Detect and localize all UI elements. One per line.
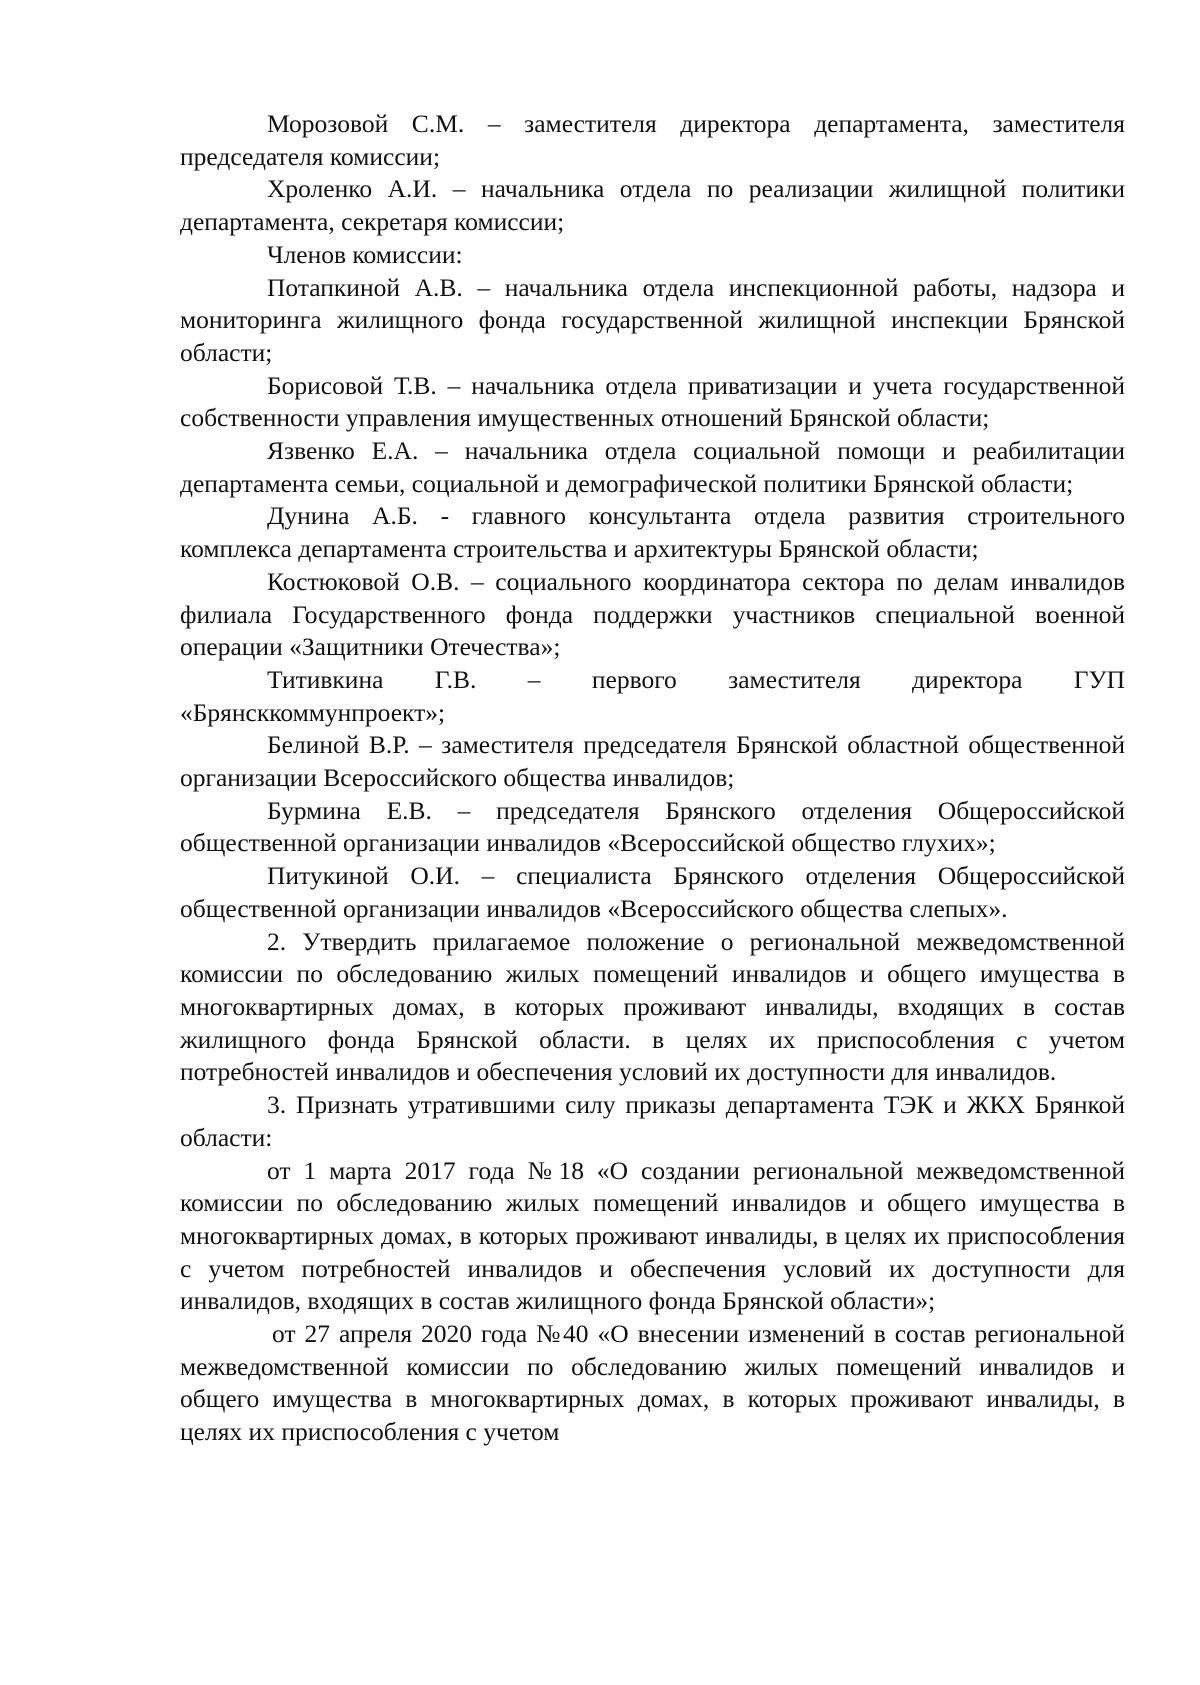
paragraph-yazvenko: Язвенко Е.А. – начальника отдела социальной помощи и реабилитации департамента семьи, социальной и демографической политики Брянской области;: [180, 436, 1125, 498]
paragraph-titivkin: Титивкина Г.В. – первого заместителя директора ГУП «Брянсккоммунпроект»;: [180, 664, 1125, 727]
paragraph-burmin: Бурмина Е.В. – председателя Брянского отделения Общероссийской общественной организации инвалидов «Всероссийской общество глухих»;: [180, 795, 1125, 858]
paragraph-kostyukova: Костюковой О.В. – социального координатора сектора по делам инвалидов филиала Государственного фонда поддержки участников специальной военной операции «Защитники Отечества»;: [180, 566, 1125, 662]
paragraph-members-heading: Членов комиссии:: [267, 239, 463, 269]
paragraph-potapkina: Потапкиной А.В. – начальника отдела инспекционной работы, надзора и мониторинга жилищного фонда государственной жилищной инспекции Брянской области;: [180, 272, 1125, 367]
paragraph-dunin: Дунина А.Б. - главного консультанта отдела развития строительного комплекса департамента строительства и архитектуры Брянской области;: [180, 501, 1125, 564]
paragraph-morozova: Морозовой С.М. – заместителя директора департамента, заместителя председателя комиссии;: [180, 109, 1125, 171]
paragraph-belina: Белиной В.Р. – заместителя председателя Брянской областной общественной организации Всероссийского общества инвалидов;: [180, 730, 1125, 793]
document-body: [180, 108, 1125, 1449]
paragraph-order-2017: от 1 марта 2017 года №18 «О создании региональной межведомственной комиссии по обследованию жилых помещений инвалидов и общего имущества в многоквартирных домах, в которых проживают инвалиды, в целях их приспособления с учетом потребностей инвалидов и обеспечения условий их доступности для инвалидов, входящих в состав жилищного фонда Брянской области»;: [180, 1155, 1125, 1316]
paragraph-pitukina: Питукиной О.И. – специалиста Брянского отделения Общероссийской общественной организации инвалидов «Всероссийского общества слепых».: [180, 861, 1125, 923]
paragraph-khrolenko: Хроленко А.И. – начальника отдела по реализации жилищной политики департамента, секретаря комиссии;: [180, 174, 1125, 237]
paragraph-borisova: Борисовой Т.В. – начальника отдела приватизации и учета государственной собственности управления имущественных отношений Брянской области;: [180, 370, 1125, 433]
paragraph-item-3: 3. Признать утратившими силу приказы департамента ТЭК и ЖКХ Брянкой области:: [180, 1090, 1125, 1152]
paragraph-item-2: 2. Утвердить прилагаемое положение о региональной межведомственной комиссии по обследованию жилых помещений инвалидов и общего имущества в многоквартирных домах, в которых проживают инвалиды, входящих в состав жилищного фонда Брянской области. в целях их приспособления с учетом потребностей инвалидов и обеспечения условий их доступности для инвалидов.: [180, 926, 1125, 1087]
paragraph-order-2020: от 27 апреля 2020 года №40 «О внесении изменений в состав региональной межведомственной комиссии по обследованию жилых помещений инвалидов и общего имущества в многоквартирных домах, в которых проживают инвалиды, в целях их приспособления с учетом: [180, 1319, 1125, 1447]
